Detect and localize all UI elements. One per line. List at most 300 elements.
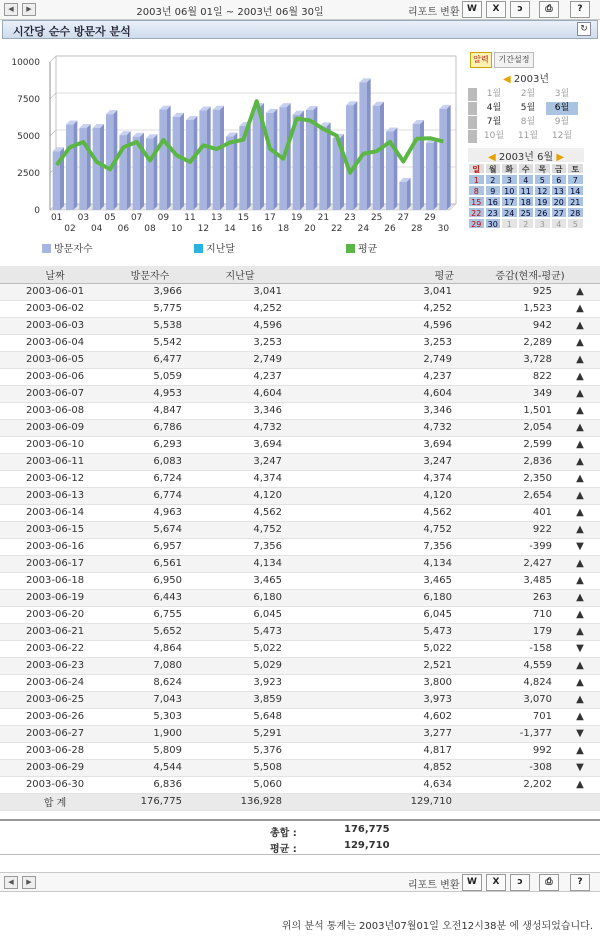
day-cell[interactable]: 16 [485, 196, 502, 207]
gridline-depth [50, 93, 56, 99]
bar-side [407, 178, 411, 210]
up-arrow-icon: ▲ [560, 606, 600, 623]
up-arrow-icon: ▲ [560, 402, 600, 419]
average-cell: 4,602 [290, 708, 460, 725]
x-tick-label: 21 [317, 213, 330, 223]
day-cell[interactable]: 4 [551, 218, 568, 229]
up-arrow-icon: ▲ [560, 589, 600, 606]
change-cell: 701 [460, 708, 560, 725]
last-month-cell: 5,376 [190, 742, 290, 759]
visitors-cell: 5,538 [110, 317, 190, 334]
prev-icon[interactable]: ◀ [4, 3, 18, 16]
bar [346, 105, 353, 210]
visitors-cell: 4,963 [110, 504, 190, 521]
table-row [0, 470, 600, 487]
x-tick-label: 22 [330, 224, 343, 234]
visitors-cell: 5,059 [110, 368, 190, 385]
bar-side [180, 113, 184, 210]
up-arrow-icon: ▲ [560, 657, 600, 674]
day-cell[interactable]: 5 [534, 174, 551, 185]
change-cell: 2,654 [460, 487, 560, 504]
table-row [0, 776, 600, 793]
bottom-toolbar [0, 872, 600, 892]
weekday-label: 토 [567, 163, 584, 174]
next-month-icon[interactable]: ▶ [556, 152, 565, 163]
up-arrow-icon: ▲ [560, 470, 600, 487]
change-cell: 2,836 [460, 453, 560, 470]
day-cell[interactable]: 12 [534, 185, 551, 196]
up-arrow-icon: ▲ [560, 368, 600, 385]
bar-side [327, 122, 331, 210]
day-cell[interactable]: 8 [468, 185, 485, 196]
change-cell: 2,350 [460, 470, 560, 487]
table-row [0, 623, 600, 640]
month-label: 2003년 6월 [498, 152, 554, 163]
month-cell[interactable]: 2월 [520, 89, 536, 99]
last-month-cell: 4,752 [190, 521, 290, 538]
word-export-button[interactable]: W [462, 874, 482, 891]
last-month-cell: 7,356 [190, 538, 290, 555]
prev-month-icon[interactable]: ◀ [487, 152, 496, 163]
up-arrow-icon: ▲ [560, 504, 600, 521]
date-cell: 2003-06-14 [0, 504, 110, 521]
day-cell[interactable]: 13 [551, 185, 568, 196]
x-tick-label: 08 [144, 224, 156, 234]
legend-label: 방문자수 [54, 244, 93, 255]
generated-note: 위의 분석 통계는 2003년07월01일 오전12시38분 에 생성되었습니다. [281, 921, 593, 932]
last-month-cell: 4,374 [190, 470, 290, 487]
change-cell: 2,289 [460, 334, 560, 351]
date-cell: 2003-06-24 [0, 674, 110, 691]
table-row [0, 283, 600, 300]
legend-label: 지난달 [206, 244, 235, 255]
down-arrow-icon: ▼ [560, 725, 600, 742]
legend-swatch [42, 244, 51, 253]
day-cell[interactable]: 23 [485, 207, 502, 218]
y-tick-label: 5000 [17, 132, 40, 142]
date-cell: 2003-06-07 [0, 385, 110, 402]
last-month-cell: 3,465 [190, 572, 290, 589]
word-export-button[interactable]: W [462, 1, 482, 18]
excel-export-button[interactable]: X [486, 874, 506, 891]
x-tick-label: 24 [357, 224, 370, 234]
day-cell[interactable]: 25 [518, 207, 535, 218]
bar-side [233, 133, 237, 210]
day-grid [468, 163, 584, 229]
date-cell: 2003-06-06 [0, 368, 110, 385]
day-cell[interactable]: 30 [485, 218, 502, 229]
visitors-cell: 6,957 [110, 538, 190, 555]
x-tick-label: 02 [64, 224, 76, 234]
hwp-export-button[interactable]: ɔ [510, 874, 530, 891]
y-tick-label: 10000 [11, 58, 40, 68]
last-month-cell: 5,291 [190, 725, 290, 742]
day-cell[interactable]: 29 [468, 218, 485, 229]
change-cell: 822 [460, 368, 560, 385]
table-row [0, 385, 600, 402]
bar [146, 138, 153, 210]
change-cell: 263 [460, 589, 560, 606]
next-icon[interactable]: ▶ [22, 876, 36, 889]
month-cell[interactable]: 12월 [551, 131, 573, 141]
tab-period[interactable]: 기간설정 [494, 52, 534, 68]
last-month-cell: 3,253 [190, 334, 290, 351]
table-row [0, 674, 600, 691]
visitors-cell: 4,864 [110, 640, 190, 657]
change-cell: 710 [460, 606, 560, 623]
bar [439, 109, 446, 210]
table-row [0, 538, 600, 555]
change-cell: 1,501 [460, 402, 560, 419]
weekday-label: 일 [468, 163, 485, 174]
bar-side [220, 106, 224, 210]
change-cell: 922 [460, 521, 560, 538]
date-cell: 2003-06-11 [0, 453, 110, 470]
total-row [0, 793, 600, 810]
x-tick-label: 03 [77, 213, 90, 223]
visitors-cell: 6,724 [110, 470, 190, 487]
day-cell[interactable]: 9 [485, 185, 502, 196]
change-cell: -308 [460, 759, 560, 776]
day-cell[interactable]: 15 [468, 196, 485, 207]
last-month-cell: 5,648 [190, 708, 290, 725]
last-month-cell: 4,604 [190, 385, 290, 402]
visitors-cell: 6,293 [110, 436, 190, 453]
change-cell: -158 [460, 640, 560, 657]
visitors-cell: 5,775 [110, 300, 190, 317]
visitors-cell: 4,953 [110, 385, 190, 402]
total-visitors: 176,775 [110, 793, 190, 810]
visitors-cell: 8,624 [110, 674, 190, 691]
month-row [468, 116, 584, 130]
x-tick-label: 01 [50, 213, 63, 223]
x-tick-label: 17 [264, 213, 276, 223]
average-cell: 5,022 [290, 640, 460, 657]
day-cell[interactable]: 4 [518, 174, 535, 185]
bar [359, 82, 366, 210]
last-month-cell: 6,180 [190, 589, 290, 606]
day-cell[interactable]: 7 [567, 174, 584, 185]
y-tick-label: 2500 [17, 169, 40, 179]
visitors-cell: 6,836 [110, 776, 190, 793]
bar-side [433, 139, 437, 210]
bar-side [300, 111, 304, 210]
legend-swatch [346, 244, 355, 253]
bar-side [153, 134, 157, 210]
visitors-cell: 6,774 [110, 487, 190, 504]
bar [159, 110, 166, 210]
year-selector [468, 70, 584, 85]
table-row [0, 419, 600, 436]
last-month-cell: 5,029 [190, 657, 290, 674]
header-last-month: 지난달 [190, 266, 290, 283]
x-tick-label: 07 [130, 213, 143, 223]
table-row [0, 504, 600, 521]
date-cell: 2003-06-25 [0, 691, 110, 708]
bar [426, 143, 433, 210]
average-cell: 3,973 [290, 691, 460, 708]
bar [66, 125, 73, 210]
average-cell: 3,346 [290, 402, 460, 419]
last-month-cell: 4,134 [190, 555, 290, 572]
visitors-cell: 7,043 [110, 691, 190, 708]
bar-side [273, 109, 277, 210]
print-button[interactable]: ⎙ [539, 1, 559, 18]
change-cell: 179 [460, 623, 560, 640]
bar-side [367, 78, 371, 210]
next-icon[interactable]: ▶ [22, 3, 36, 16]
weekday-label: 월 [485, 163, 502, 174]
header-average: 평균 [290, 266, 460, 283]
last-month-cell: 3,041 [190, 283, 290, 300]
weekday-label: 금 [551, 163, 568, 174]
sum-label: 총합 : [270, 828, 297, 839]
print-button[interactable]: ⎙ [539, 874, 559, 891]
month-cell[interactable]: 11월 [517, 131, 539, 141]
header-date: 날짜 [0, 266, 110, 283]
change-cell: 349 [460, 385, 560, 402]
month-grid [468, 88, 584, 144]
average-cell: 3,694 [290, 436, 460, 453]
sum-value: 176,775 [344, 824, 390, 835]
bar-side [167, 106, 171, 210]
x-tick-label: 06 [117, 224, 130, 234]
visitors-cell: 5,542 [110, 334, 190, 351]
day-cell[interactable]: 24 [501, 207, 518, 218]
day-cell[interactable]: 27 [551, 207, 568, 218]
help-button[interactable]: ? [570, 874, 590, 891]
last-month-cell: 5,022 [190, 640, 290, 657]
last-month-cell: 3,694 [190, 436, 290, 453]
table-row [0, 300, 600, 317]
month-cell[interactable]: 10월 [483, 131, 505, 141]
total-average: 129,710 [290, 793, 460, 810]
day-cell[interactable]: 19 [534, 196, 551, 207]
bar-side [193, 116, 197, 210]
date-cell: 2003-06-05 [0, 351, 110, 368]
legend-item-visitors [42, 240, 93, 255]
table-row [0, 759, 600, 776]
date-cell: 2003-06-19 [0, 589, 110, 606]
x-tick-label: 13 [210, 213, 223, 223]
prev-year-icon[interactable]: ◀ [503, 74, 511, 85]
date-cell: 2003-06-21 [0, 623, 110, 640]
average-cell: 3,800 [290, 674, 460, 691]
average-cell: 4,562 [290, 504, 460, 521]
date-cell: 2003-06-16 [0, 538, 110, 555]
day-cell[interactable]: 28 [567, 207, 584, 218]
table-row [0, 589, 600, 606]
bar [213, 110, 220, 210]
hwp-export-button[interactable]: ɔ [510, 1, 530, 18]
bar [253, 107, 260, 210]
bar-side [380, 102, 384, 210]
day-cell[interactable]: 17 [501, 196, 518, 207]
x-tick-label: 27 [397, 213, 410, 223]
date-cell: 2003-06-01 [0, 283, 110, 300]
data-table [0, 266, 600, 811]
date-cell: 2003-06-22 [0, 640, 110, 657]
visitors-cell: 6,786 [110, 419, 190, 436]
average-cell: 3,041 [290, 283, 460, 300]
change-cell: 401 [460, 504, 560, 521]
average-cell: 4,120 [290, 487, 460, 504]
average-cell: 3,465 [290, 572, 460, 589]
date-cell: 2003-06-20 [0, 606, 110, 623]
day-cell[interactable]: 14 [567, 185, 584, 196]
bar [199, 110, 206, 210]
help-button[interactable]: ? [570, 1, 590, 18]
day-cell[interactable]: 1 [468, 174, 485, 185]
last-month-cell: 4,596 [190, 317, 290, 334]
date-cell: 2003-06-30 [0, 776, 110, 793]
x-tick-label: 26 [384, 224, 396, 234]
tab-alert[interactable]: 알력 [470, 52, 492, 68]
bar [373, 106, 380, 210]
visitors-cell: 4,847 [110, 402, 190, 419]
page-title: 시간당 순수 방문자 분석 [13, 25, 131, 38]
x-tick-label: 18 [277, 224, 290, 234]
up-arrow-icon: ▲ [560, 623, 600, 640]
average-cell: 4,252 [290, 300, 460, 317]
month-cell[interactable]: 5월 [520, 103, 536, 113]
y-tick-label: 7500 [17, 95, 40, 105]
down-arrow-icon: ▼ [560, 759, 600, 776]
x-tick-label: 12 [197, 224, 210, 234]
bar-side [393, 128, 397, 210]
last-month-cell: 5,060 [190, 776, 290, 793]
total-empty [460, 793, 600, 810]
down-arrow-icon: ▼ [560, 538, 600, 555]
date-cell: 2003-06-02 [0, 300, 110, 317]
bar-side [287, 103, 291, 210]
day-cell[interactable]: 6 [551, 174, 568, 185]
day-cell[interactable]: 2 [485, 174, 502, 185]
prev-icon[interactable]: ◀ [4, 876, 18, 889]
average-cell: 4,374 [290, 470, 460, 487]
bar-side [73, 121, 77, 210]
total-label: 합 계 [0, 793, 110, 810]
up-arrow-icon: ▲ [560, 283, 600, 300]
header-visitors: 방문자수 [110, 266, 190, 283]
date-cell: 2003-06-08 [0, 402, 110, 419]
day-cell[interactable]: 21 [567, 196, 584, 207]
visitors-cell: 5,809 [110, 742, 190, 759]
change-cell: 942 [460, 317, 560, 334]
summary-box [0, 819, 600, 855]
change-cell: 3,728 [460, 351, 560, 368]
day-cell[interactable]: 20 [551, 196, 568, 207]
visitors-cell: 6,755 [110, 606, 190, 623]
day-cell[interactable]: 11 [518, 185, 535, 196]
day-cell[interactable]: 18 [518, 196, 535, 207]
last-month-cell: 3,346 [190, 402, 290, 419]
day-cell[interactable]: 5 [567, 218, 584, 229]
excel-export-button[interactable]: X [486, 1, 506, 18]
change-cell: 2,427 [460, 555, 560, 572]
x-tick-label: 04 [90, 224, 103, 234]
month-row-marker [468, 116, 477, 129]
day-cell[interactable]: 3 [501, 174, 518, 185]
date-range: 2003년 06월 01일 ~ 2003년 06월 30일 [136, 7, 324, 18]
average-cell: 4,817 [290, 742, 460, 759]
month-cell[interactable]: 3월 [554, 89, 570, 99]
average-cell: 4,732 [290, 419, 460, 436]
day-cell[interactable]: 1 [501, 218, 518, 229]
day-cell[interactable]: 26 [534, 207, 551, 218]
bar-side [247, 122, 251, 210]
bar [186, 120, 193, 210]
visitors-cell: 6,561 [110, 555, 190, 572]
report-convert-label: 리포트 변환 [408, 7, 460, 18]
change-cell: 2,054 [460, 419, 560, 436]
x-tick-label: 14 [224, 224, 236, 234]
legend-item-last-month [194, 240, 235, 255]
last-month-cell: 2,749 [190, 351, 290, 368]
day-cell[interactable]: 2 [518, 218, 535, 229]
bar [319, 126, 326, 210]
visitors-cell: 5,303 [110, 708, 190, 725]
table-row [0, 657, 600, 674]
month-cell[interactable]: 1월 [486, 89, 502, 99]
x-tick-label: 09 [157, 213, 170, 223]
gridline-depth [50, 130, 56, 136]
date-cell: 2003-06-04 [0, 334, 110, 351]
average-cell: 6,180 [290, 589, 460, 606]
month-cell[interactable]: 6월 [546, 102, 578, 115]
day-cell[interactable]: 3 [534, 218, 551, 229]
up-arrow-icon: ▲ [560, 453, 600, 470]
gridline-depth [50, 56, 56, 62]
bar [266, 113, 273, 210]
average-cell: 4,634 [290, 776, 460, 793]
last-month-cell: 4,120 [190, 487, 290, 504]
up-arrow-icon: ▲ [560, 708, 600, 725]
month-row [468, 102, 584, 116]
table-row [0, 521, 600, 538]
bar [93, 128, 100, 210]
change-cell: -399 [460, 538, 560, 555]
last-month-cell: 4,252 [190, 300, 290, 317]
bar [333, 138, 340, 210]
down-arrow-icon: ▼ [560, 640, 600, 657]
up-arrow-icon: ▲ [560, 572, 600, 589]
average-cell: 4,237 [290, 368, 460, 385]
month-cell[interactable]: 8월 [520, 117, 536, 127]
table-row [0, 402, 600, 419]
date-cell: 2003-06-03 [0, 317, 110, 334]
month-cell[interactable]: 7월 [486, 117, 502, 127]
year-label: 2003년 [513, 74, 549, 85]
month-cell[interactable]: 4월 [486, 103, 502, 113]
visitors-cell: 4,544 [110, 759, 190, 776]
month-cell[interactable]: 9월 [554, 117, 570, 127]
average-cell: 2,521 [290, 657, 460, 674]
table-row [0, 555, 600, 572]
visitors-cell: 1,900 [110, 725, 190, 742]
x-tick-label: 23 [344, 213, 356, 223]
change-cell: -1,377 [460, 725, 560, 742]
day-cell[interactable]: 10 [501, 185, 518, 196]
month-row [468, 88, 584, 102]
report-convert-label: 리포트 변환 [408, 880, 460, 891]
refresh-icon[interactable]: ↻ [577, 22, 591, 36]
average-cell: 2,749 [290, 351, 460, 368]
date-cell: 2003-06-23 [0, 657, 110, 674]
month-row-marker [468, 88, 477, 101]
legend-item-average [346, 240, 377, 255]
day-cell[interactable]: 22 [468, 207, 485, 218]
